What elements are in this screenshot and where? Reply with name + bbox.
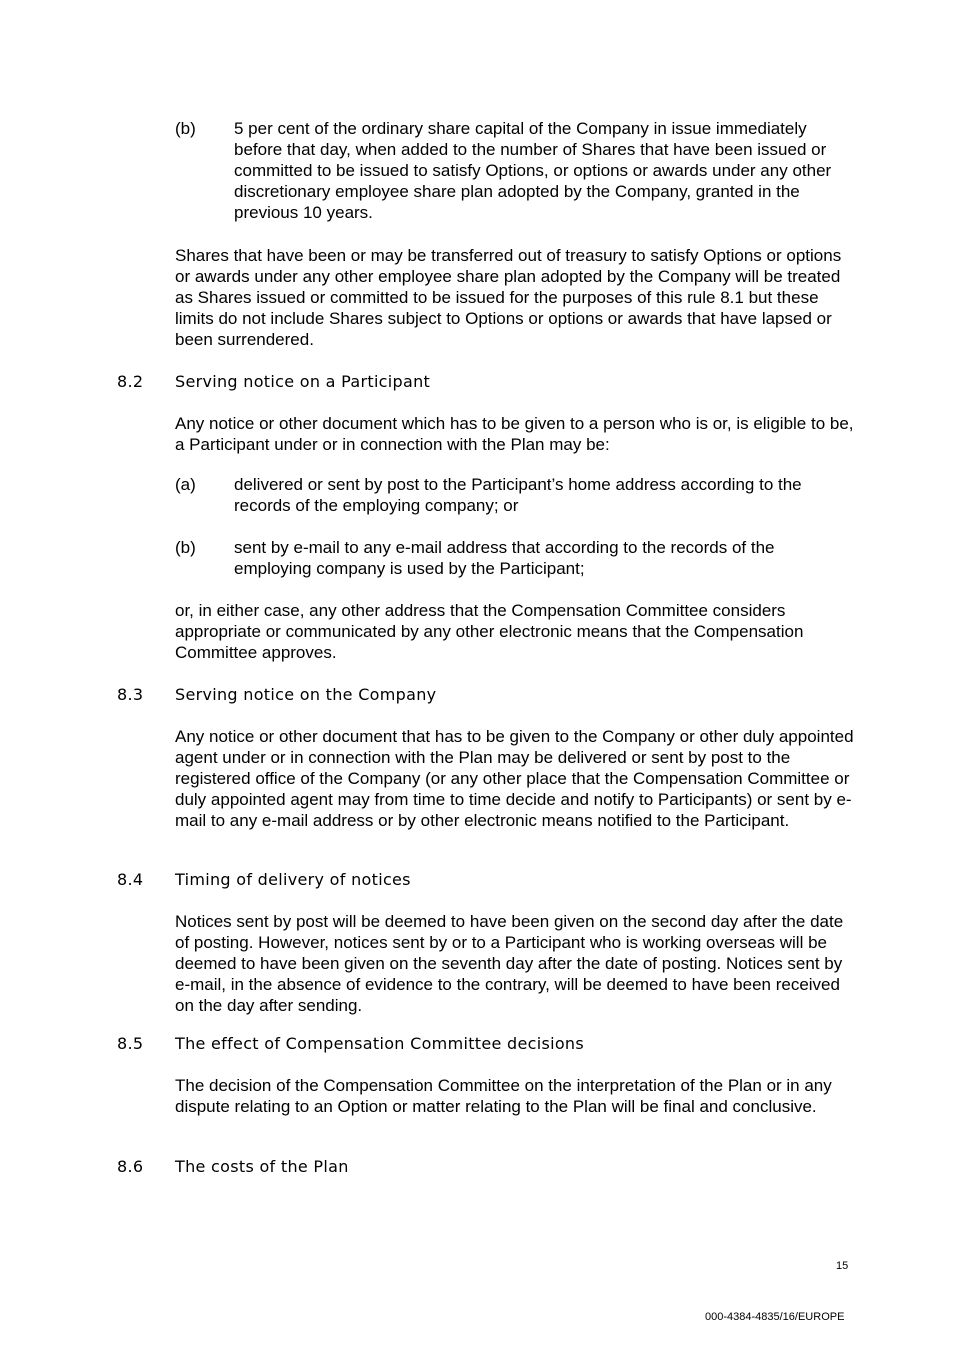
page-number: 15 xyxy=(836,1260,849,1272)
notice-intro-paragraph: Any notice or other document which has to be given to a person who is or, is eligible to be, a Participant under or in connection with the Plan may be: xyxy=(175,414,854,454)
document-reference: 000-4384-4835/16/EUROPE xyxy=(705,1311,845,1323)
section-title: Serving notice on a Participant xyxy=(175,372,431,391)
section-title: Timing of delivery of notices xyxy=(175,870,411,889)
list-label: (a) xyxy=(175,475,196,494)
section-number: 8.3 xyxy=(117,685,144,704)
timing-paragraph: Notices sent by post will be deemed to have been given on the second day after the date of posting. However, notices sent by or to a Participant who is working overseas will be deemed to have been given on the seventh day after the date of posting. Notices sent by e-mail, in the absence of evidence to the contrary, will be deemed to have been received on the day after sending. xyxy=(175,912,844,1015)
section-number: 8.6 xyxy=(117,1157,144,1176)
list-text: 5 per cent of the ordinary share capital of the Company in issue immediately before that day, when added to the number of Shares that have been issued or committed to be issued to satisfy Options, or options or awards under any other discretionary employee share plan adopted by the Company, granted in the previous 10 years. xyxy=(234,119,832,222)
decisions-paragraph: The decision of the Compensation Committee on the interpretation of the Plan or in any dispute relating to an Option or matter relating to the Plan will be final and conclusive. xyxy=(175,1076,832,1116)
list-text: sent by e-mail to any e-mail address that according to the records of the employing company is used by the Participant; xyxy=(234,538,775,578)
list-text: delivered or sent by post to the Participant’s home address according to the records of the employing company; or xyxy=(234,475,802,515)
section-number: 8.2 xyxy=(117,372,144,391)
list-label: (b) xyxy=(175,538,196,557)
treasury-paragraph: Shares that have been or may be transferred out of treasury to satisfy Options or options or awards under any other employee share plan adopted by the Company will be treated as Shares issued or committed to be issued for the purposes of this rule 8.1 but these limits do not include Shares subject to Options or options or awards that have lapsed or been surrendered. xyxy=(175,246,842,349)
section-title: The costs of the Plan xyxy=(175,1157,349,1176)
list-label: (b) xyxy=(175,119,196,138)
notice-tail-paragraph: or, in either case, any other address that the Compensation Committee considers appropriate or communicated by any other electronic means that the Compensation Committee approves. xyxy=(175,601,804,662)
section-number: 8.4 xyxy=(117,870,144,889)
section-number: 8.5 xyxy=(117,1034,144,1053)
section-title: The effect of Compensation Committee decisions xyxy=(175,1034,585,1053)
section-title: Serving notice on the Company xyxy=(175,685,437,704)
company-notice-paragraph: Any notice or other document that has to be given to the Company or other duly appointed agent under or in connection with the Plan may be delivered or sent by post to the registered office of the Company (or any other place that the Compensation Committee or duly appointed agent may from time to time decide and notify to Participants) or sent by e-mail to any e-mail address or by other electronic means notified to the Participant. xyxy=(175,727,854,830)
